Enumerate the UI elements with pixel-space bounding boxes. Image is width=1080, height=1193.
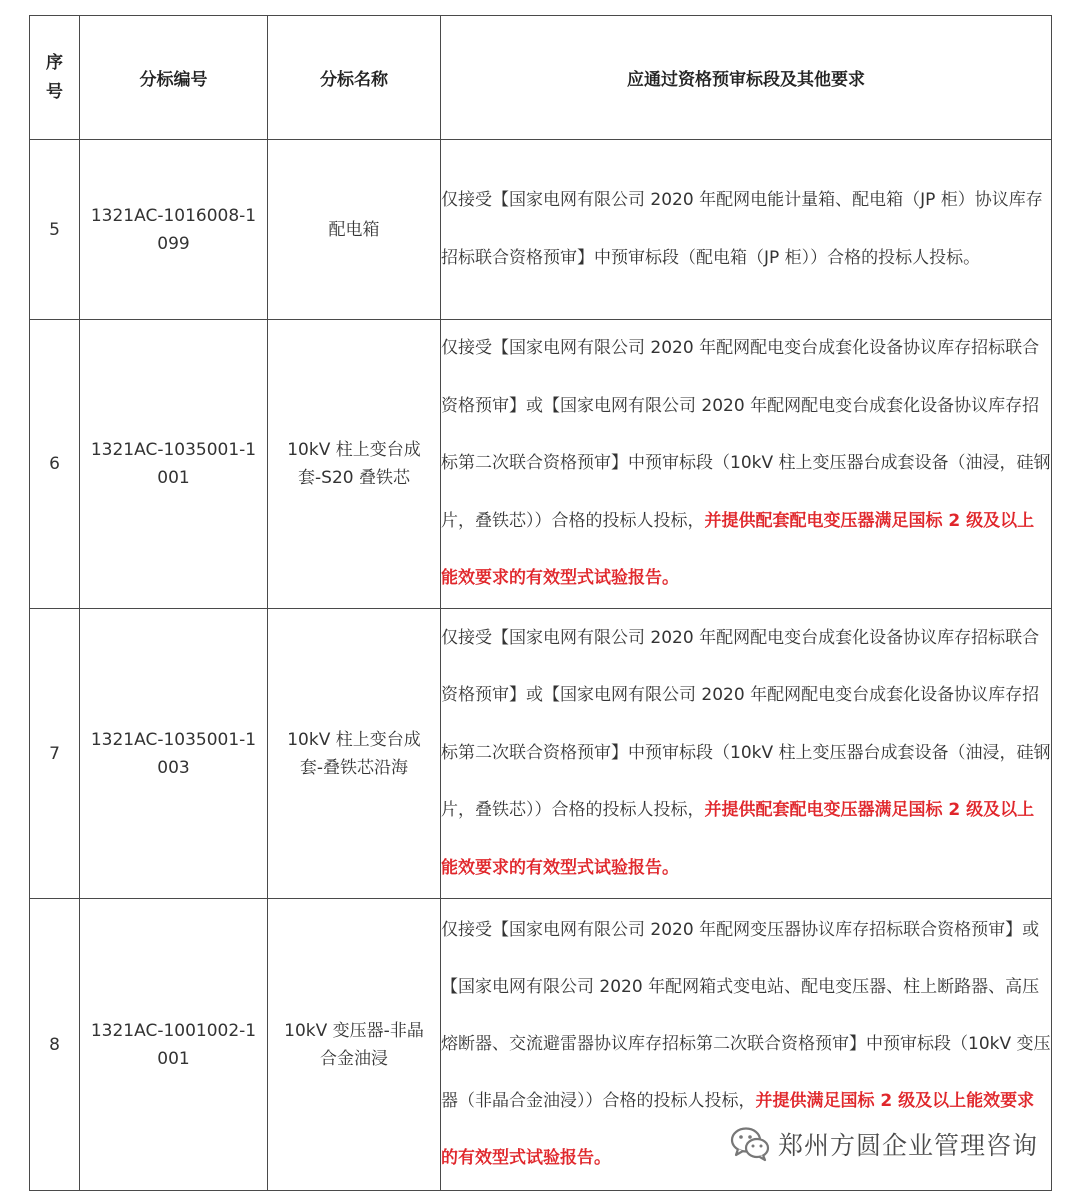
watermark bbox=[728, 1120, 1058, 1168]
row-section-name bbox=[268, 140, 441, 320]
row-section-name bbox=[268, 320, 441, 609]
table-header-row bbox=[30, 16, 1052, 140]
requirement-text: 仅接受【国家电网有限公司 2020 年配网配电变台成套化设备协议库存招标联合资格预审】或【国家电网有限公司 2020 年配网配电变台成套化设备协议库存招标第二次联合资格预审】中预审标段（10kV 柱上变压器台成套设备（油浸，硅钢片，叠铁芯））合格的投标人投标， bbox=[441, 338, 1051, 531]
section-code-line-1: 1321AC-1035001-1 bbox=[90, 440, 257, 460]
row-section-code bbox=[80, 899, 268, 1191]
row-serial-number: 5 bbox=[30, 140, 80, 320]
header-serial-number-text: 序号 bbox=[46, 52, 63, 102]
row-requirements bbox=[441, 320, 1052, 609]
section-code-line-2: 003 bbox=[157, 757, 190, 778]
requirement-emphasis: 并提供配套配电变压器满足国标 2 级及以上能效要求的有效型式试验报告。 bbox=[441, 510, 1035, 589]
wechat-icon bbox=[728, 1124, 774, 1164]
row-serial-number: 7 bbox=[30, 609, 80, 899]
requirement-text: 仅接受【国家电网有限公司 2020 年配网配电变台成套化设备协议库存招标联合资格预审】或【国家电网有限公司 2020 年配网配电变台成套化设备协议库存招标第二次联合资格预审】中预审标段（10kV 柱上变压器台成套设备（油浸，硅钢片，叠铁芯））合格的投标人投标， bbox=[441, 627, 1051, 821]
table-row bbox=[30, 140, 1052, 320]
row-section-code bbox=[80, 140, 268, 320]
section-code-line-1: 1321AC-1016008-1 bbox=[90, 205, 257, 226]
section-name-line-1: 10kV 变压器-非晶 bbox=[284, 1020, 424, 1041]
section-name-line-2: 套-叠铁芯沿海 bbox=[299, 757, 409, 778]
requirement-emphasis: 并提供配套配电变压器满足国标 2 级及以上能效要求的有效型式试验报告。 bbox=[441, 800, 1035, 878]
section-name-line-2: 合金油浸 bbox=[320, 1048, 388, 1069]
row-serial-number: 6 bbox=[30, 320, 80, 609]
section-name-line-2: 套-S20 叠铁芯 bbox=[298, 468, 410, 488]
row-section-name bbox=[268, 609, 441, 899]
row-section-code bbox=[80, 320, 268, 609]
row-section-code bbox=[80, 609, 268, 899]
row-section-name bbox=[268, 899, 441, 1191]
requirement-text: 仅接受【国家电网有限公司 2020 年配网变压器协议库存招标联合资格预审】或【国家电网有限公司 2020 年配网箱式变电站、配电变压器、柱上断路器、高压熔断器、交流避雷器协议库存招标第二次联合资格预审】中预审标段（10kV 变压器（非晶合金油浸））合格的投标人投标， bbox=[441, 920, 1051, 1111]
requirement-emphasis: 并提供满足国标 2 级及以上能效要求的有效型式试验报告。 bbox=[441, 1091, 1035, 1168]
header-requirements: 应通过资格预审标段及其他要求 bbox=[441, 16, 1052, 140]
header-serial-number bbox=[30, 16, 80, 140]
row-serial-number: 8 bbox=[30, 899, 80, 1191]
section-code-line-1: 1321AC-1035001-1 bbox=[90, 729, 257, 750]
section-code-line-2: 001 bbox=[157, 1048, 190, 1069]
section-name-line-1: 配电箱 bbox=[328, 219, 380, 240]
requirement-text: 仅接受【国家电网有限公司 2020 年配网电能计量箱、配电箱（JP 柜）协议库存招标联合资格预审】中预审标段（配电箱（JP 柜））合格的投标人投标。 bbox=[441, 190, 1043, 268]
section-code-line-1: 1321AC-1001002-1 bbox=[90, 1020, 257, 1041]
header-section-code: 分标编号 bbox=[80, 16, 268, 140]
row-requirements bbox=[441, 140, 1052, 320]
table-row bbox=[30, 320, 1052, 609]
section-name-line-1: 10kV 柱上变台成 bbox=[287, 729, 421, 750]
section-code-line-2: 099 bbox=[157, 233, 190, 254]
row-requirements bbox=[441, 609, 1052, 899]
section-code-line-2: 001 bbox=[157, 468, 190, 488]
header-section-name: 分标名称 bbox=[268, 16, 441, 140]
watermark-text: 郑州方圆企业管理咨询 bbox=[778, 1131, 1039, 1160]
section-name-line-1: 10kV 柱上变台成 bbox=[287, 440, 421, 460]
bid-section-table bbox=[29, 15, 1052, 1191]
table-row bbox=[30, 609, 1052, 899]
